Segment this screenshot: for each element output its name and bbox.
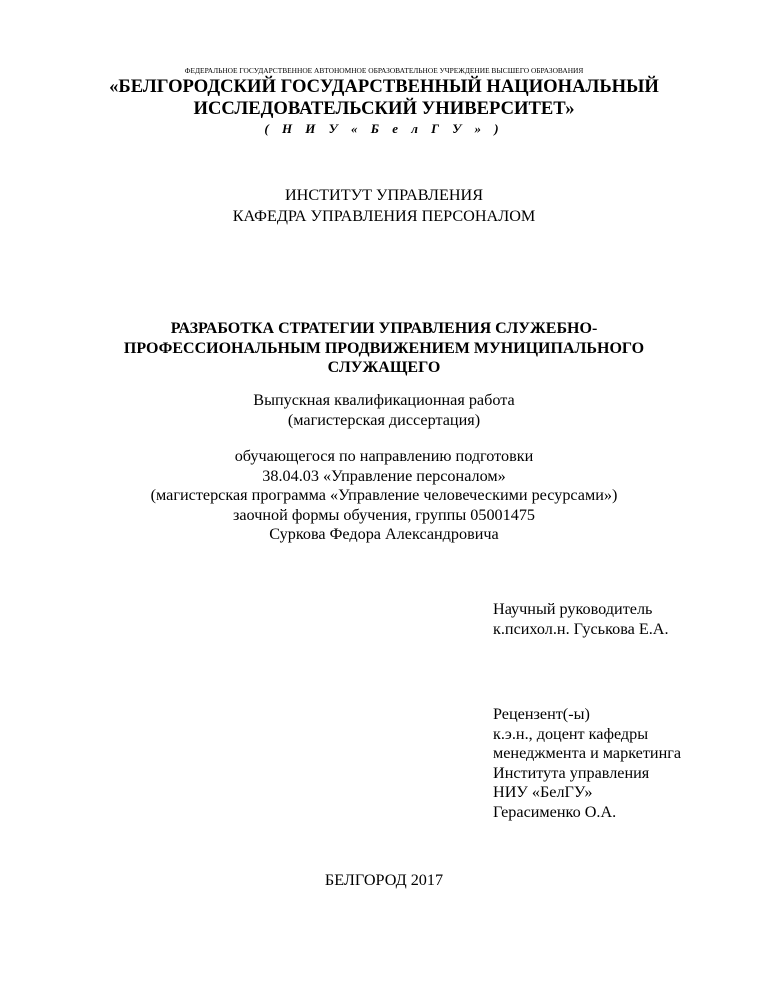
institute-block [0,185,768,227]
thesis-title-line2: ПРОФЕССИОНАЛЬНЫМ ПРОДВИЖЕНИЕМ МУНИЦИПАЛЬНОГО [123,339,645,357]
university-abbreviation: ( Н И У « Б е л Г У » ) [264,121,504,136]
student-info-line4: заочной формы обучения, группы 05001475 [232,505,536,524]
thesis-title-line3: СЛУЖАЩЕГО [327,359,441,376]
org-type-text: ФЕДЕРАЛЬНОЕ ГОСУДАРСТВЕННОЕ АВТОНОМНОЕ ОБРАЗОВАТЕЛЬНОЕ УЧРЕЖДЕНИЕ ВЫСШЕГО ОБРАЗОВАНИЯ [184,66,584,75]
reviewer-line3: Института управления [493,763,650,782]
university-name-line1: «БЕЛГОРОДСКИЙ ГОСУДАРСТВЕННЫЙ НАЦИОНАЛЬНЫЙ [109,76,659,97]
supervisor-name: к.психол.н. Гуськова Е.А. [493,619,669,638]
university-header [0,66,768,138]
reviewer-label: Рецензент(-ы) [493,705,590,723]
reviewer-name: Герасименко О.А. [493,802,617,821]
reviewer-block [493,705,681,822]
reviewer-line1: к.э.н., доцент кафедры [493,724,649,743]
work-type-line1: Выпускная квалификационная работа [253,391,515,409]
student-info-line1: обучающегося по направлению подготовки [234,447,534,465]
reviewer-line2: менеджмента и маркетинга [493,744,682,762]
student-info-line2: 38.04.03 «Управление персоналом» [262,466,506,485]
work-type-line2: (магистерская диссертация) [287,410,481,429]
university-name-line2: ИССЛЕДОВАТЕЛЬСКИЙ УНИВЕРСИТЕТ» [193,98,575,119]
department-name: КАФЕДРА УПРАВЛЕНИЯ ПЕРСОНАЛОМ [232,207,536,225]
institute-name: ИНСТИТУТ УПРАВЛЕНИЯ [284,186,484,204]
supervisor-label: Научный руководитель [493,600,653,618]
thesis-title [0,319,768,378]
city-year-footer [0,870,768,890]
thesis-title-line1: РАЗРАБОТКА СТРАТЕГИИ УПРАВЛЕНИЯ СЛУЖЕБНО- [170,320,598,337]
student-info-block [0,447,768,545]
work-type-block [0,391,768,430]
city-year-text: БЕЛГОРОД 2017 [324,871,444,889]
reviewer-line4: НИУ «БелГУ» [493,783,593,801]
supervisor-block [493,600,669,639]
student-info-line3: (магистерская программа «Управление человеческими ресурсами») [150,486,618,504]
student-name: Суркова Федора Александровича [269,525,499,543]
